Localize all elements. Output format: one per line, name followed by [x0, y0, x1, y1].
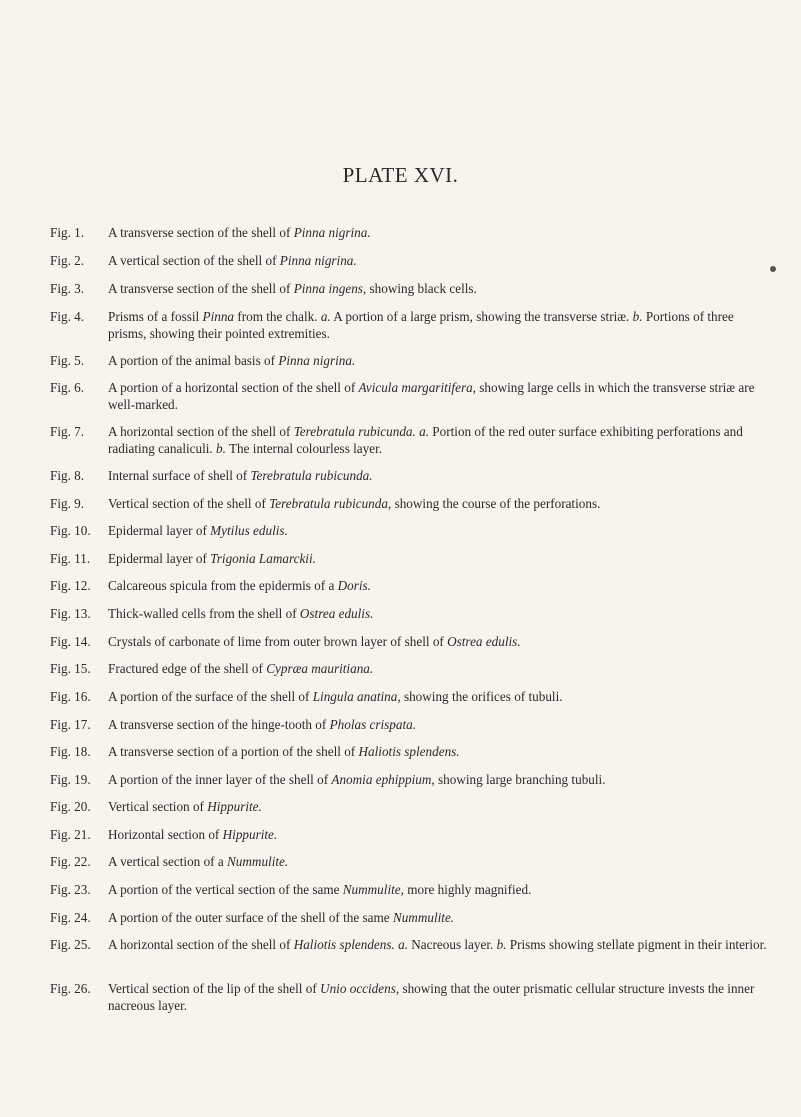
figure-description [108, 550, 768, 567]
figure-number: Fig. 23. [50, 882, 91, 897]
italic-text: Doris. [337, 578, 371, 593]
figure-number: Fig. 1. [50, 225, 85, 240]
figure-number: Fig. 24. [50, 910, 91, 925]
figure-number: Fig. 18. [50, 744, 91, 759]
italic-text: a. [320, 309, 331, 324]
figure-description [108, 467, 768, 484]
text-segment: Epidermal layer of [108, 551, 211, 566]
figure-description [108, 308, 768, 342]
italic-text: Terebratula rubicunda. [293, 424, 416, 439]
figure-description [108, 280, 768, 297]
italic-text: Anomia ephippium, [331, 772, 435, 787]
text-segment: A transverse section of a portion of the shell of [108, 744, 359, 759]
text-segment: more highly magnified. [403, 882, 532, 897]
figure-number: Fig. 17. [50, 717, 91, 732]
figure-description [108, 909, 768, 926]
figure-number: Fig. 15. [50, 661, 91, 676]
text-segment: Vertical section of [108, 799, 208, 814]
figure-number: Fig. 4. [50, 309, 85, 324]
text-segment: The internal colourless layer. [225, 441, 383, 456]
figure-description [108, 716, 768, 733]
text-segment: A horizontal section of the shell of [108, 424, 294, 439]
italic-text: Pinna nigrina. [278, 353, 356, 368]
italic-text: Nummulite, [342, 882, 404, 897]
figure-description [108, 605, 768, 622]
italic-text: a. [398, 937, 408, 952]
italic-text: b. [216, 441, 226, 456]
italic-text: Ostrea edulis. [299, 606, 374, 621]
italic-text: Terebratula rubicunda. [250, 468, 373, 483]
figure-number: Fig. 25. [50, 937, 91, 952]
text-segment: Prisms of a fossil [108, 309, 203, 324]
text-segment: A transverse section of the hinge-tooth of [108, 717, 330, 732]
italic-text: Trigonia Lamarckii. [210, 551, 316, 566]
text-segment: showing black cells. [366, 281, 477, 296]
italic-text: Hippurite. [207, 799, 262, 814]
text-segment: Crystals of carbonate of lime from outer brown layer of shell of [108, 634, 448, 649]
figure-description [108, 688, 768, 705]
figure-number: Fig. 19. [50, 772, 91, 787]
figure-number: Fig. 5. [50, 353, 85, 368]
figure-description [108, 936, 768, 953]
italic-text: Unio occidens, [320, 981, 400, 996]
figure-number: Fig. 10. [50, 523, 91, 538]
text-segment: Fractured edge of the shell of [108, 661, 267, 676]
text-segment: A portion of the outer surface of the shell of the same [108, 910, 393, 925]
italic-text: b. [496, 937, 507, 952]
figure-description [108, 771, 768, 788]
text-segment: Vertical section of the shell of [108, 496, 270, 511]
plate-title: PLATE XVI. [342, 163, 459, 187]
italic-text: Ostrea edulis. [447, 634, 521, 649]
text-segment: showing large branching tubuli. [434, 772, 606, 787]
figure-description [108, 522, 768, 539]
text-segment: Thick-walled cells from the shell of [108, 606, 300, 621]
figure-description [108, 495, 768, 512]
italic-text: Avicula margaritifera, [358, 380, 476, 395]
figure-description [108, 660, 768, 677]
figure-description [108, 224, 768, 241]
figure-number: Fig. 11. [50, 551, 91, 566]
text-segment: A horizontal section of the shell of [108, 937, 294, 952]
text-segment: Calcareous spicula from the epidermis of a [108, 578, 338, 593]
italic-text: Pinna [202, 309, 235, 324]
figure-number: Fig. 12. [50, 578, 91, 593]
text-segment: A portion of the animal basis of [108, 353, 279, 368]
figure-description [108, 980, 768, 1014]
text-segment: A transverse section of the shell of [108, 225, 294, 240]
text-segment: Portions of three prisms, showing their pointed extremities. [108, 309, 734, 341]
figure-number: Fig. 8. [50, 468, 85, 483]
italic-text: Mytilus edulis. [210, 523, 288, 538]
figure-description [108, 577, 768, 594]
text-segment: A portion of a large prism, showing the transverse striæ. [330, 309, 633, 324]
figure-number: Fig. 26. [50, 981, 91, 996]
text-segment: showing that the outer prismatic cellular structure invests the inner nacreous layer. [108, 981, 755, 1013]
italic-text: Pholas crispata. [329, 717, 417, 732]
figure-number: Fig. 6. [50, 380, 85, 395]
text-segment: Portion of the red outer surface exhibiting perforations and radiating canaliculi. [108, 424, 743, 456]
figure-number: Fig. 2. [50, 253, 85, 268]
italic-text: a. [419, 424, 429, 439]
figure-description [108, 881, 768, 898]
figure-description [108, 352, 768, 369]
italic-text: Pinna ingens, [293, 281, 367, 296]
text-segment: showing the course of the perforations. [391, 496, 601, 511]
italic-text: Lingula anatina, [312, 689, 401, 704]
figure-number: Fig. 22. [50, 854, 91, 869]
figure-number: Fig. 9. [50, 496, 85, 511]
italic-text: Terebratula rubicunda, [269, 496, 392, 511]
text-segment: showing large cells in which the transverse striæ are well-marked. [108, 380, 755, 412]
figure-number: Fig. 14. [50, 634, 91, 649]
figure-number: Fig. 16. [50, 689, 91, 704]
italic-text: Haliotis splendens. [358, 744, 460, 759]
margin-mark [769, 265, 777, 273]
text-segment: A vertical section of the shell of [108, 253, 280, 268]
italic-text: Pinna nigrina. [293, 225, 371, 240]
text-segment: Horizontal section of [108, 827, 223, 842]
text-segment: Nacreous layer. [407, 937, 497, 952]
figure-description [108, 743, 768, 760]
text-segment: A transverse section of the shell of [108, 281, 294, 296]
figure-number: Fig. 13. [50, 606, 91, 621]
figure-description [108, 798, 768, 815]
figure-number: Fig. 21. [50, 827, 91, 842]
figure-description [108, 423, 768, 457]
italic-text: Cypræa mauritiana. [266, 661, 374, 676]
text-segment: A portion of a horizontal section of the shell of [108, 380, 359, 395]
text-segment: Prisms showing stellate pigment in their interior. [506, 937, 767, 952]
text-segment: A vertical section of a [108, 854, 228, 869]
figure-description [108, 252, 768, 269]
italic-text: Pinna nigrina. [279, 253, 357, 268]
figure-description [108, 826, 768, 843]
text-segment: A portion of the inner layer of the shell of [108, 772, 332, 787]
text-segment: Epidermal layer of [108, 523, 211, 538]
text-segment: A portion of the vertical section of the same [108, 882, 343, 897]
text-segment: Internal surface of shell of [108, 468, 251, 483]
figure-number: Fig. 3. [50, 281, 85, 296]
text-segment: A portion of the surface of the shell of [108, 689, 313, 704]
italic-text: Haliotis splendens. [293, 937, 395, 952]
figure-description [108, 853, 768, 870]
text-segment: from the chalk. [234, 309, 321, 324]
italic-text: Hippurite. [222, 827, 278, 842]
italic-text: Nummulite. [392, 910, 455, 925]
text-segment: showing the orifices of tubuli. [400, 689, 563, 704]
figure-number: Fig. 20. [50, 799, 91, 814]
figure-description [108, 633, 768, 650]
italic-text: b. [632, 309, 643, 324]
figure-description [108, 379, 768, 413]
figure-number: Fig. 7. [50, 424, 85, 439]
italic-text: Nummulite. [227, 854, 289, 869]
text-segment: Vertical section of the lip of the shell of [108, 981, 321, 996]
